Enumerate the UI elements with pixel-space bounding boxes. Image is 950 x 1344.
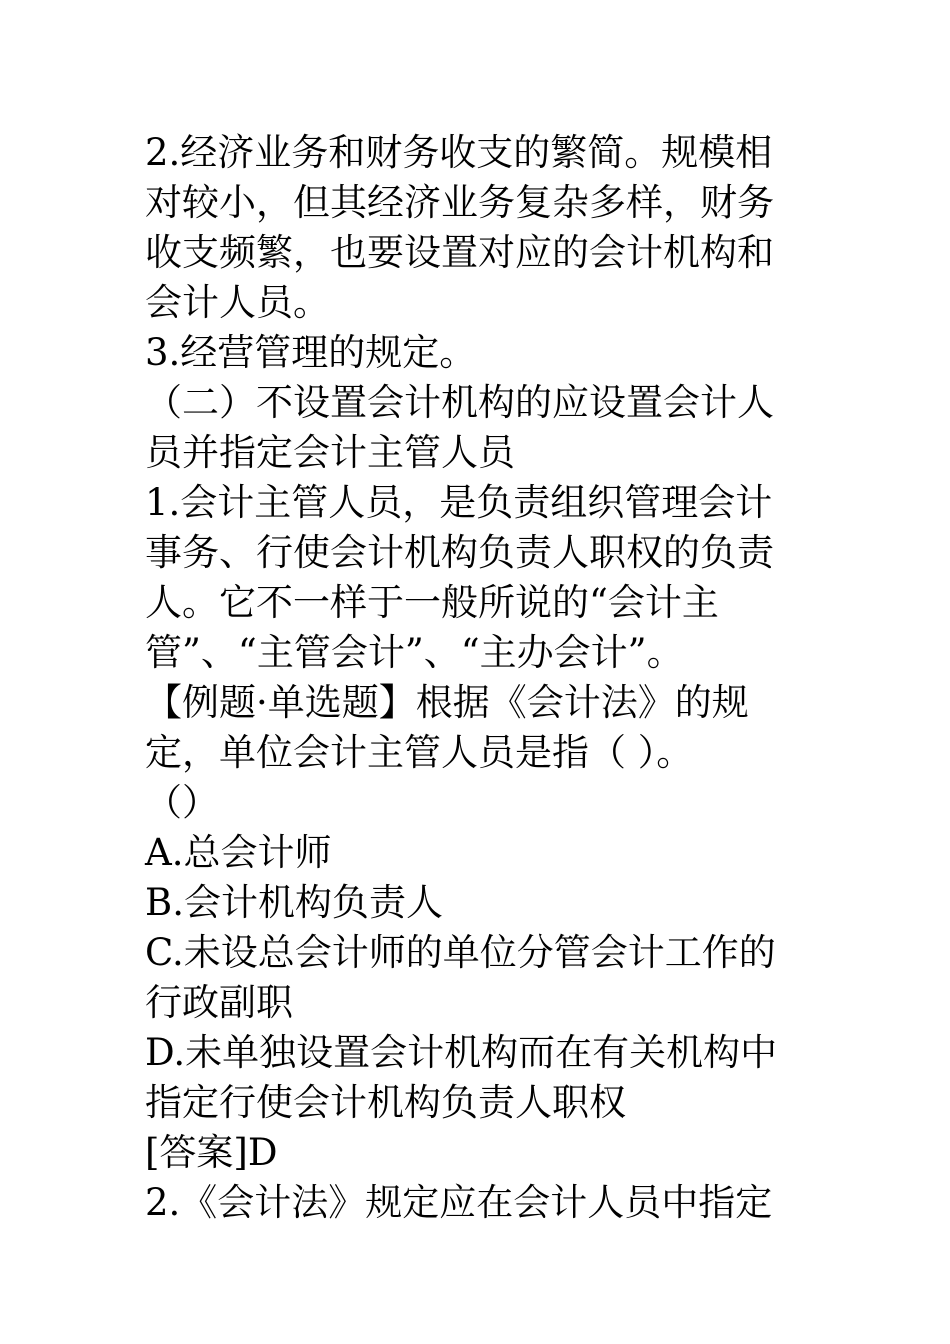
section-heading: （二）不设置会计机构的应设置会计人	[145, 381, 774, 424]
answer-key: [答案]D	[145, 1131, 278, 1174]
option-d: D.未单独设置会计机构而在有关机构中	[145, 1031, 778, 1074]
answer-blank: （）	[145, 781, 219, 824]
text-line: 2.《会计法》规定应在会计人员中指定	[145, 1181, 773, 1224]
text-line: 2.经济业务和财务收支的繁简。规模相	[145, 131, 773, 174]
option-c: C.未设总会计师的单位分管会计工作的	[145, 931, 776, 974]
text-line: 对较小，但其经济业务复杂多样，财务	[145, 181, 774, 224]
text-line: 收支频繁，也要设置对应的会计机构和	[145, 231, 774, 274]
text-line: 管”、“主管会计”、“主办会计”。	[145, 631, 684, 674]
option-b: B.会计机构负责人	[145, 881, 443, 924]
section-heading: 员并指定会计主管人员	[145, 431, 515, 474]
option-a: A.总会计师	[145, 831, 332, 874]
text-line: 3.经营管理的规定。	[145, 331, 477, 374]
text-line: 事务、行使会计机构负责人职权的负责	[145, 531, 774, 574]
question-stem: 定，单位会计主管人员是指（ ）。	[145, 731, 694, 774]
text-line: 会计人员。	[145, 281, 330, 324]
text-line: 1.会计主管人员，是负责组织管理会计	[145, 481, 773, 524]
option-d: 指定行使会计机构负责人职权	[145, 1081, 626, 1124]
text-line: 人。它不一样于一般所说的“会计主	[145, 581, 719, 624]
option-c: 行政副职	[145, 981, 293, 1024]
question-stem: 【例题·单选题】根据《会计法》的规	[145, 681, 749, 724]
